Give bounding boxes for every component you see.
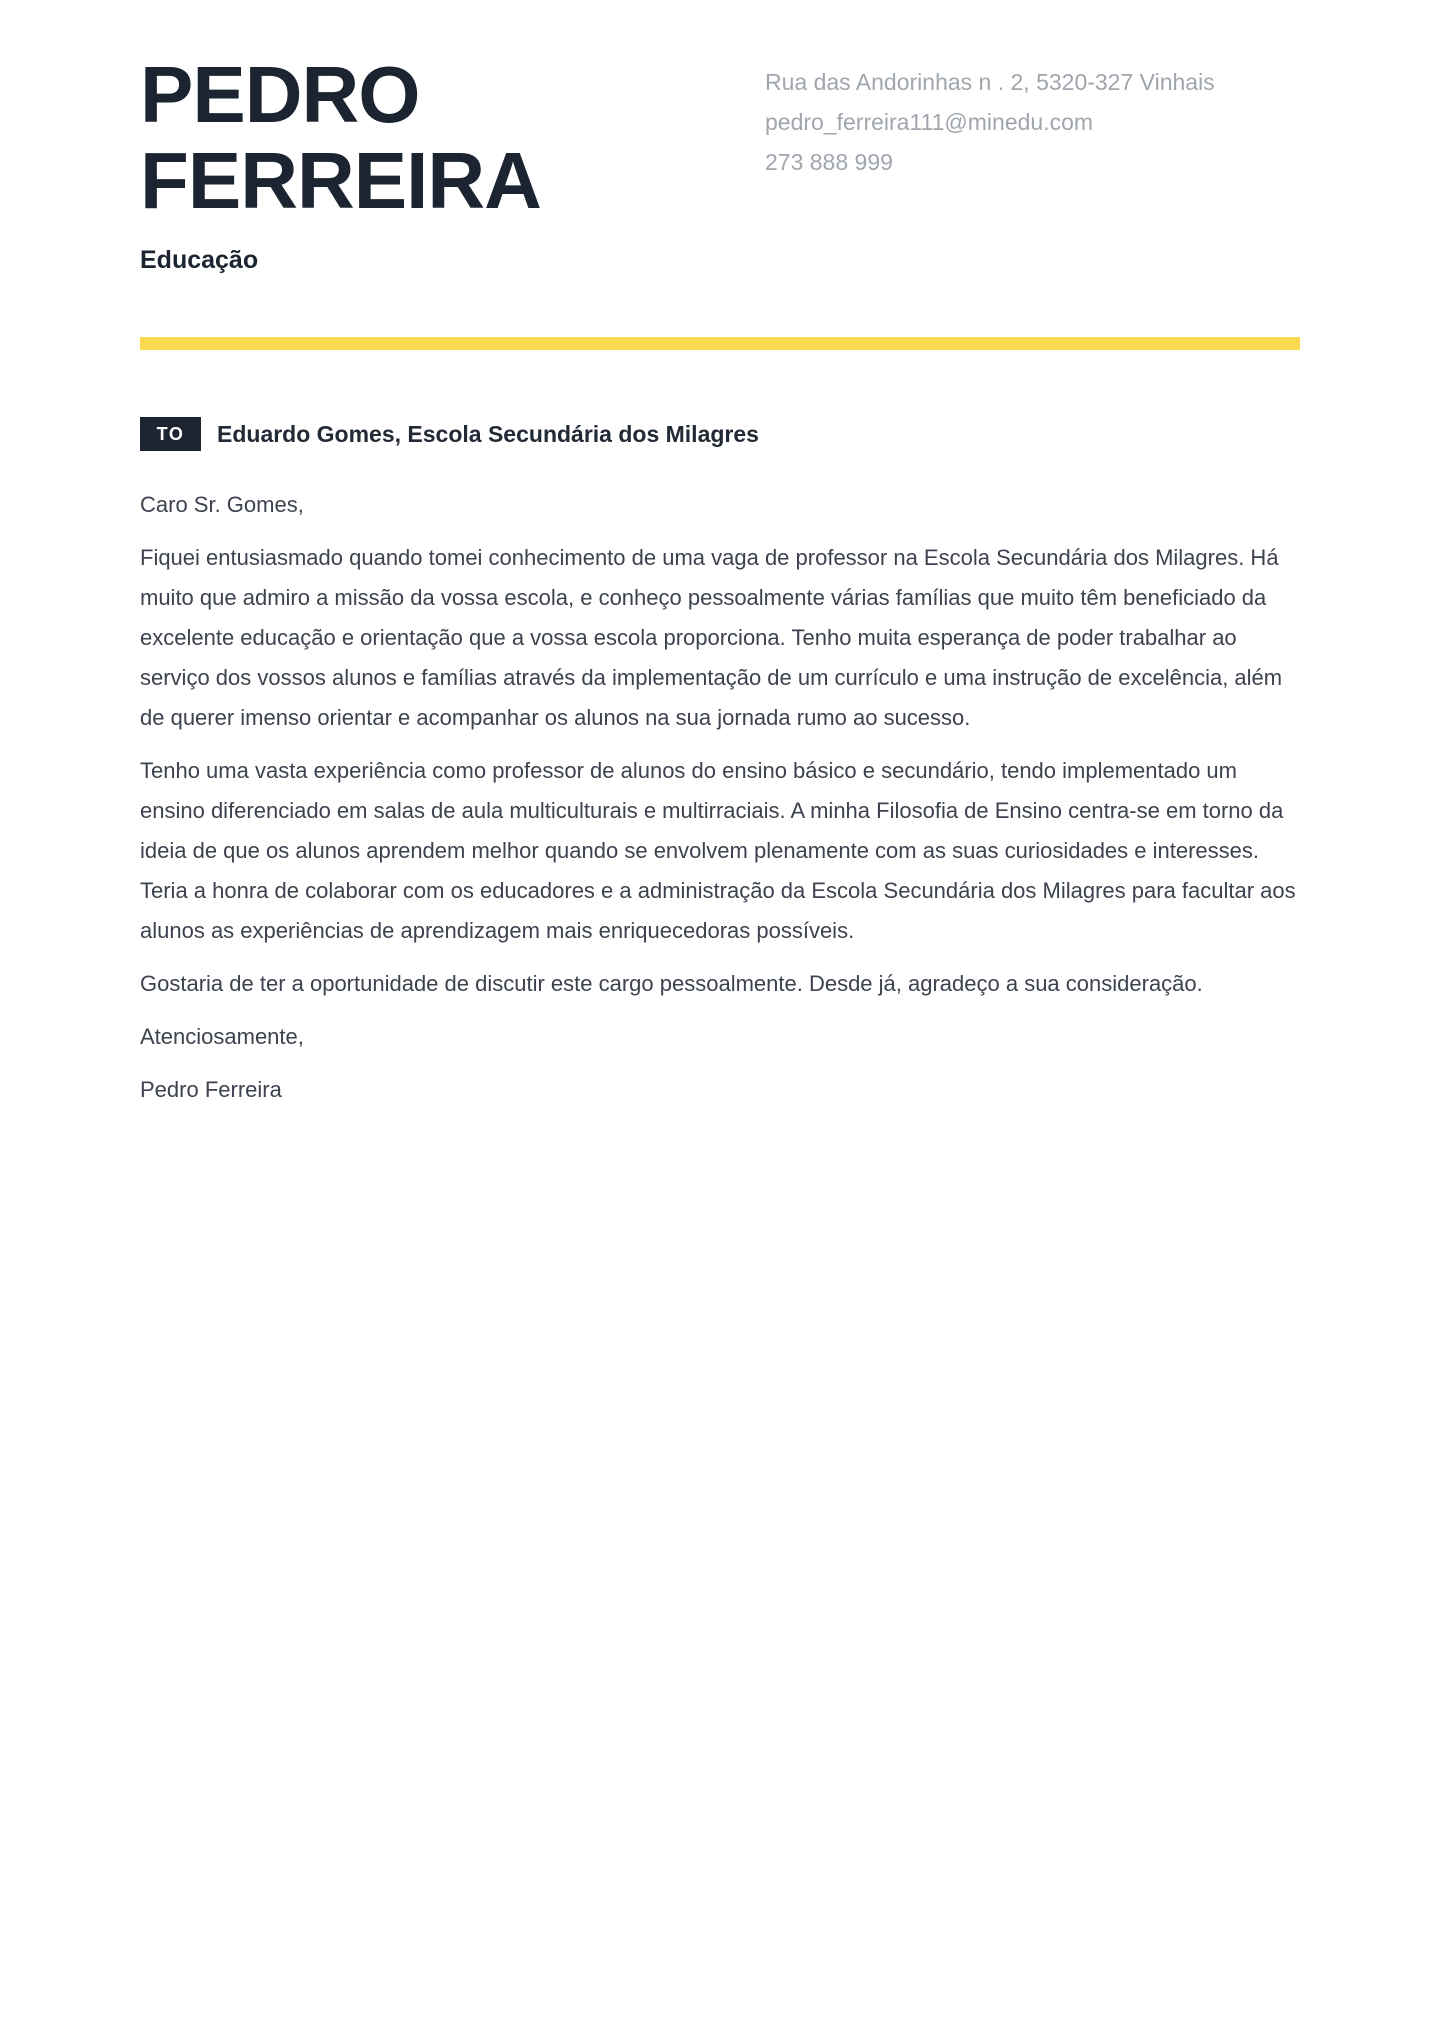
applicant-title: Educação [140, 246, 259, 274]
letter-greeting: Caro Sr. Gomes, [140, 492, 304, 517]
letter-signature: Pedro Ferreira [140, 1077, 282, 1102]
letter-body [140, 485, 1300, 1110]
contact-phone: 273 888 999 [765, 149, 893, 175]
contact-address: Rua das Andorinhas n . 2, 5320-327 Vinhais [765, 69, 1215, 95]
to-badge: TO [140, 417, 201, 451]
applicant-name-line-1: PEDRO [140, 50, 420, 139]
header [140, 52, 1300, 275]
name-block [140, 52, 700, 275]
page-content [140, 0, 1300, 1110]
applicant-name-line-2: FERREIRA [140, 136, 541, 225]
contact-email: pedro_ferreira111@minedu.com [765, 109, 1094, 135]
recipient-row [140, 417, 1300, 451]
letter-paragraph-1: Fiquei entusiasmado quando tomei conhecimento de uma vaga de professor na Escola Secundária dos Milagres. Há muito que admiro a missão da vossa escola, e conheço pessoalmente várias famílias que muito têm beneficiado da excelente educação e orientação que a vossa escola proporciona. Tenho muita esperança de poder trabalhar ao serviço dos vossos alunos e famílias através da implementação de um currículo e uma instrução de excelência, além de querer imenso orientar e acompanhar os alunos na sua jornada rumo ao sucesso. [140, 545, 1283, 730]
letter-paragraph-3: Gostaria de ter a oportunidade de discutir este cargo pessoalmente. Desde já, agradeço a sua consideração. [140, 971, 1203, 996]
letter-closing: Atenciosamente, [140, 1024, 304, 1049]
accent-divider [140, 337, 1300, 350]
contact-block [765, 52, 1300, 182]
applicant-name [140, 52, 700, 224]
letter-paragraph-2: Tenho uma vasta experiência como professor de alunos do ensino básico e secundário, tendo implementado um ensino diferenciado em salas de aula multiculturais e multirraciais. A minha Filosofia de Ensino centra-se em torno da ideia de que os alunos aprendem melhor quando se envolvem plenamente com as suas curiosidades e interesses. Teria a honra de colaborar com os educadores e a administração da Escola Secundária dos Milagres para facultar aos alunos as experiências de aprendizagem mais enriquecedoras possíveis. [140, 758, 1296, 943]
recipient-name: Eduardo Gomes, Escola Secundária dos Milagres [217, 420, 759, 447]
